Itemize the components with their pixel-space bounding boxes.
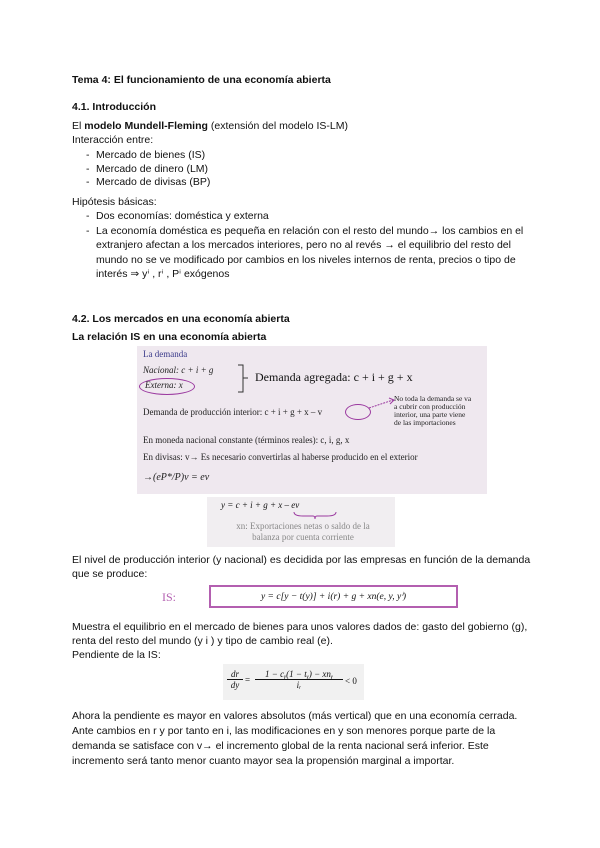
hypothesis-line: extranjero afectan a los mercados interiores, pero no al revés → el equilibrio del resto del: [96, 239, 511, 251]
note-line: interior, una parte viene: [394, 410, 466, 419]
section-heading-introduction: 4.1. Introducción: [72, 101, 157, 113]
paragraph-equilibrium: [72, 620, 527, 662]
note-line: balanza por cuenta corriente: [252, 532, 354, 542]
demand-externa: Externa: x: [145, 380, 183, 390]
lhs-denominator: dy: [227, 679, 243, 690]
hypothesis-line: interés ⇒ yⁱ , rⁱ , Pⁱ exógenos: [96, 268, 230, 280]
hypotheses-list: [84, 210, 523, 282]
paragraph-line: Muestra el equilibrio en el mercado de bienes para unos valores dados de: gasto del gobierno (g),: [72, 621, 528, 633]
net-exports-figure: [207, 497, 395, 547]
paragraph-line: incremento será tanto menor cuanto mayor sea la propensión marginal a importar.: [72, 755, 455, 767]
imports-note: [394, 395, 471, 427]
slope-rhs: [255, 669, 343, 690]
rhs-numerator: 1 − cᵧ(1 − tᵧ) − xnᵧ: [265, 669, 333, 679]
paragraph-line: Pendiente de la IS:: [72, 649, 161, 661]
list-item: - Dos economías: doméstica y externa: [84, 210, 523, 224]
model-prefix: El: [72, 120, 85, 132]
hypothesis-line: mundo no se ve modificado por cambios en los niveles internos de renta, precios o tipo de: [96, 253, 516, 266]
paragraph-production: [72, 553, 530, 581]
subsection-heading-is: La relación IS en una economía abierta: [72, 331, 267, 343]
model-name: modelo Mundell-Fleming: [84, 120, 208, 132]
moneda-nacional: En moneda nacional constante (términos reales): c, i, g, x: [143, 435, 350, 445]
brace-icon: [237, 364, 249, 394]
demand-figure: [137, 346, 487, 494]
paragraph-line: Ahora la pendiente es mayor en valores absolutos (más vertical) que en una economía cerrada.: [72, 710, 518, 722]
note-line: a cubrir con producción: [394, 402, 466, 411]
arrow-icon: [367, 396, 397, 412]
paragraph-line: demanda se satisface con v→ el incremento global de la renta nacional será inferior. Este: [72, 740, 489, 752]
lhs-numerator: dr: [230, 669, 239, 679]
slope-lhs: [227, 669, 243, 690]
model-line: [72, 119, 348, 133]
paragraph-line: renta del resto del mundo (y i ) y tipo de cambio real (e).: [72, 635, 333, 647]
list-item: - Mercado de divisas (BP): [84, 176, 210, 190]
is-equation: y = c[y − t(y)] + i(r) + g + xn(e, y, yⁱ): [260, 592, 407, 602]
hypotheses-label: Hipótesis básicas:: [72, 196, 157, 208]
paragraph-line: que se produce:: [72, 568, 148, 580]
model-suffix: (extensión del modelo IS-LM): [207, 120, 349, 132]
note-line: de las importaciones: [394, 418, 456, 427]
list-item: - Mercado de dinero (LM): [84, 163, 210, 177]
equals-sign: =: [245, 675, 251, 685]
paragraph-line: Ante cambios en r y por tanto en i, las modificaciones en y son menores porque parte de la: [72, 725, 496, 737]
document-title: Tema 4: El funcionamiento de una economía abierta: [72, 74, 331, 86]
underbrace-icon: [293, 511, 337, 519]
note-line: xn: Exportaciones netas o saldo de la: [236, 521, 370, 531]
demand-nacional: Nacional: c + i + g: [143, 365, 214, 375]
en-divisas: En divisas: v→ Es necesario convertirlas al haberse producido en el exterior: [143, 452, 418, 462]
is-label: IS:: [162, 590, 177, 604]
is-equation-box: [209, 585, 458, 608]
paragraph-slope-explanation: [72, 709, 517, 769]
slope-equation: [223, 664, 364, 700]
open-economy-equation: y = c + i + g + x – ev: [221, 500, 300, 510]
slope-relation: < 0: [345, 676, 357, 686]
section-heading-markets: 4.2. Los mercados en una economía abierta: [72, 313, 290, 325]
hypothesis-line: La economía doméstica es pequeña en relación con el resto del mundo→ los cambios en el: [96, 224, 524, 237]
paragraph-line: El nivel de producción interior (y nacional) es decidida por las empresas en función de la demanda: [72, 554, 531, 566]
interaction-label: Interacción entre:: [72, 134, 154, 146]
demanda-agregada: Demanda agregada: c + i + g + x: [255, 370, 413, 384]
demand-title: La demanda: [143, 349, 188, 359]
demanda-interior: Demanda de producción interior: c + i + g + x – v: [143, 407, 323, 417]
rhs-denominator: iᵣ: [255, 679, 343, 690]
net-exports-note: [215, 521, 391, 543]
list-item: [84, 224, 523, 282]
note-line: No toda la demanda se va: [394, 394, 472, 403]
markets-list: [84, 149, 210, 190]
conversion-formula: →(eP*/P)v = ev: [143, 472, 210, 483]
list-item: - Mercado de bienes (IS): [84, 149, 210, 163]
